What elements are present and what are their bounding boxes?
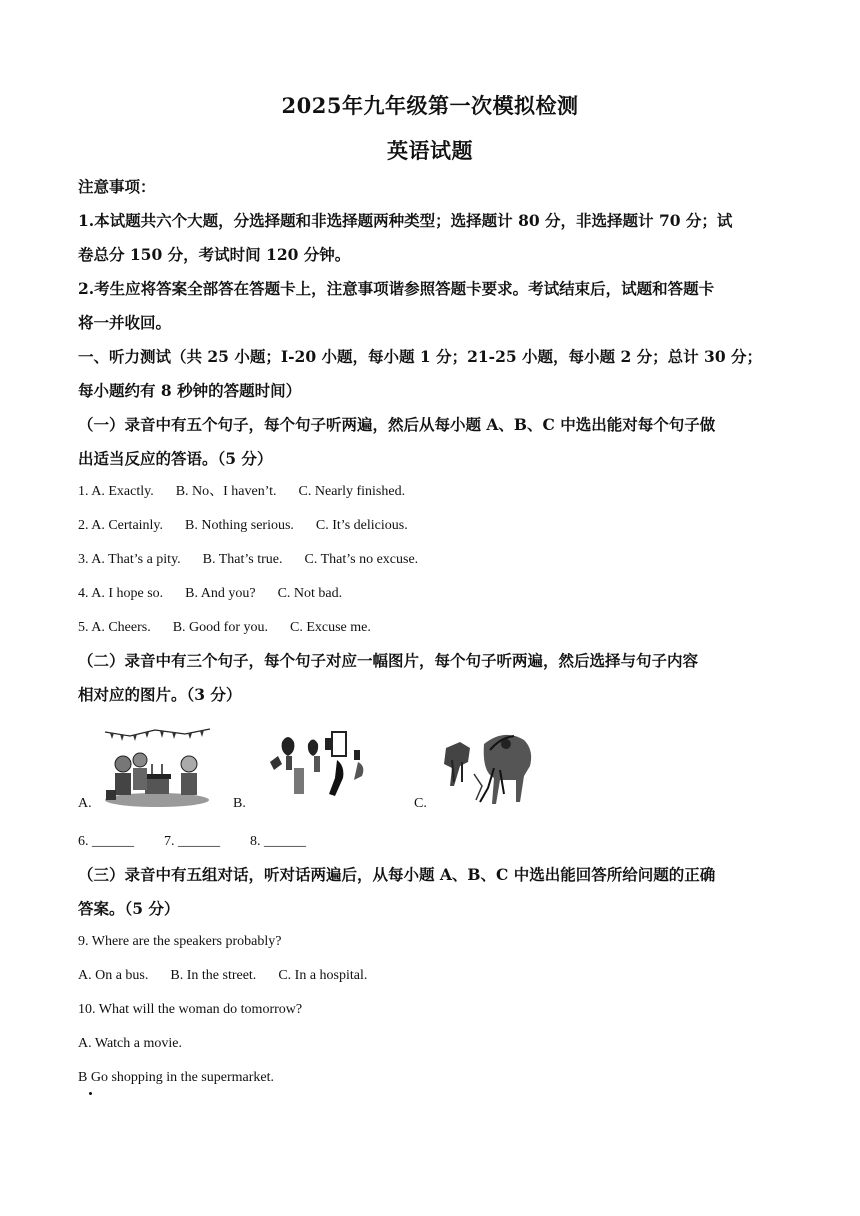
q5-option-b: B. Good for you. xyxy=(172,620,268,635)
part3-instruction-line2: 答案。（5 分） xyxy=(78,899,180,918)
blank-6: 6. ______ xyxy=(78,834,134,849)
blank-7: 7. ______ xyxy=(164,834,220,849)
picture-a-birthday-party xyxy=(100,724,215,810)
question-2 xyxy=(78,516,408,536)
notes-item2-line1: 2.考生应将答案全部答在答题卡上，注意事项谐参照答题卡要求。考试结束后，试题和答题卡 xyxy=(78,279,715,298)
q4-option-b: B. And you? xyxy=(185,586,256,601)
q1-option-c: C. Nearly finished. xyxy=(298,484,406,499)
part1-instruction-line2: 出适当反应的答语。（5 分） xyxy=(78,449,273,468)
q1-option-b: B. No、I haven’t. xyxy=(175,484,277,499)
part2-instruction-line2: 相对应的图片。（3 分） xyxy=(78,685,242,704)
section1-line2: 每小题约有 8 秒钟的答题时间） xyxy=(78,381,302,400)
notes-item2-line2: 将一并收回。 xyxy=(78,313,172,332)
question-1 xyxy=(78,482,405,502)
picture-a-label: A. xyxy=(78,796,92,811)
page-subtitle: 英语试题 xyxy=(387,138,473,163)
q5-option-a: 5. A. Cheers. xyxy=(78,620,151,635)
part2-answer-blanks xyxy=(78,832,306,852)
stray-dot xyxy=(89,1092,92,1095)
notes-heading: 注意事项： xyxy=(78,177,156,196)
q2-option-b: B. Nothing serious. xyxy=(185,518,294,533)
question-10: 10. What will the woman do tomorrow? xyxy=(78,1002,303,1017)
page-title: 2025年九年级第一次模拟检测 xyxy=(281,93,579,118)
picture-b-phone-call xyxy=(262,728,372,800)
section1-line1: 一、听力测试（共 25 小题；I-20 小题，每小题 1 分；21-25 小题，每小题 2 分；总计 30 分； xyxy=(78,347,763,366)
q9-option-b: B. In the street. xyxy=(170,968,257,983)
notes-item1-line1: 1.本试题共六个大题，分选择题和非选择题两种类型；选择题计 80 分，非选择题计 70 分；试 xyxy=(78,211,733,230)
q9-option-a: A. On a bus. xyxy=(78,968,149,983)
picture-c-horse-rider xyxy=(440,730,535,806)
part2-instruction-line1: （二）录音中有三个句子，每个句子对应一幅图片，每个句子听两遍，然后选择与句子内容 xyxy=(78,651,699,670)
question-4 xyxy=(78,584,342,604)
q1-option-a: 1. A. Exactly. xyxy=(78,484,154,499)
picture-c-label: C. xyxy=(414,796,427,811)
q3-option-b: B. That’s true. xyxy=(202,552,283,567)
q10-option-a: A. Watch a movie. xyxy=(78,1036,182,1051)
question-9-options xyxy=(78,966,367,986)
question-3 xyxy=(78,550,418,570)
q9-option-c: C. In a hospital. xyxy=(278,968,368,983)
q4-option-c: C. Not bad. xyxy=(277,586,343,601)
q3-option-a: 3. A. That’s a pity. xyxy=(78,552,181,567)
notes-item1-line2: 卷总分 150 分，考试时间 120 分钟。 xyxy=(78,245,351,264)
picture-b-label: B. xyxy=(233,796,246,811)
part1-instruction-line1: （一）录音中有五个句子，每个句子听两遍，然后从每小题 A、B、C 中选出能对每个句子做 xyxy=(78,415,716,434)
q5-option-c: C. Excuse me. xyxy=(290,620,371,635)
question-5 xyxy=(78,618,371,638)
part3-instruction-line1: （三）录音中有五组对话，听对话两遍后，从每小题 A、B、C 中选出能回答所给问题的正确 xyxy=(78,865,716,884)
question-9: 9. Where are the speakers probably? xyxy=(78,934,282,949)
q3-option-c: C. That’s no excuse. xyxy=(304,552,419,567)
blank-8: 8. ______ xyxy=(250,834,306,849)
q2-option-a: 2. A. Certainly. xyxy=(78,518,164,533)
q4-option-a: 4. A. I hope so. xyxy=(78,586,164,601)
q2-option-c: C. It’s delicious. xyxy=(315,518,408,533)
q10-option-b: B Go shopping in the supermarket. xyxy=(78,1070,274,1085)
